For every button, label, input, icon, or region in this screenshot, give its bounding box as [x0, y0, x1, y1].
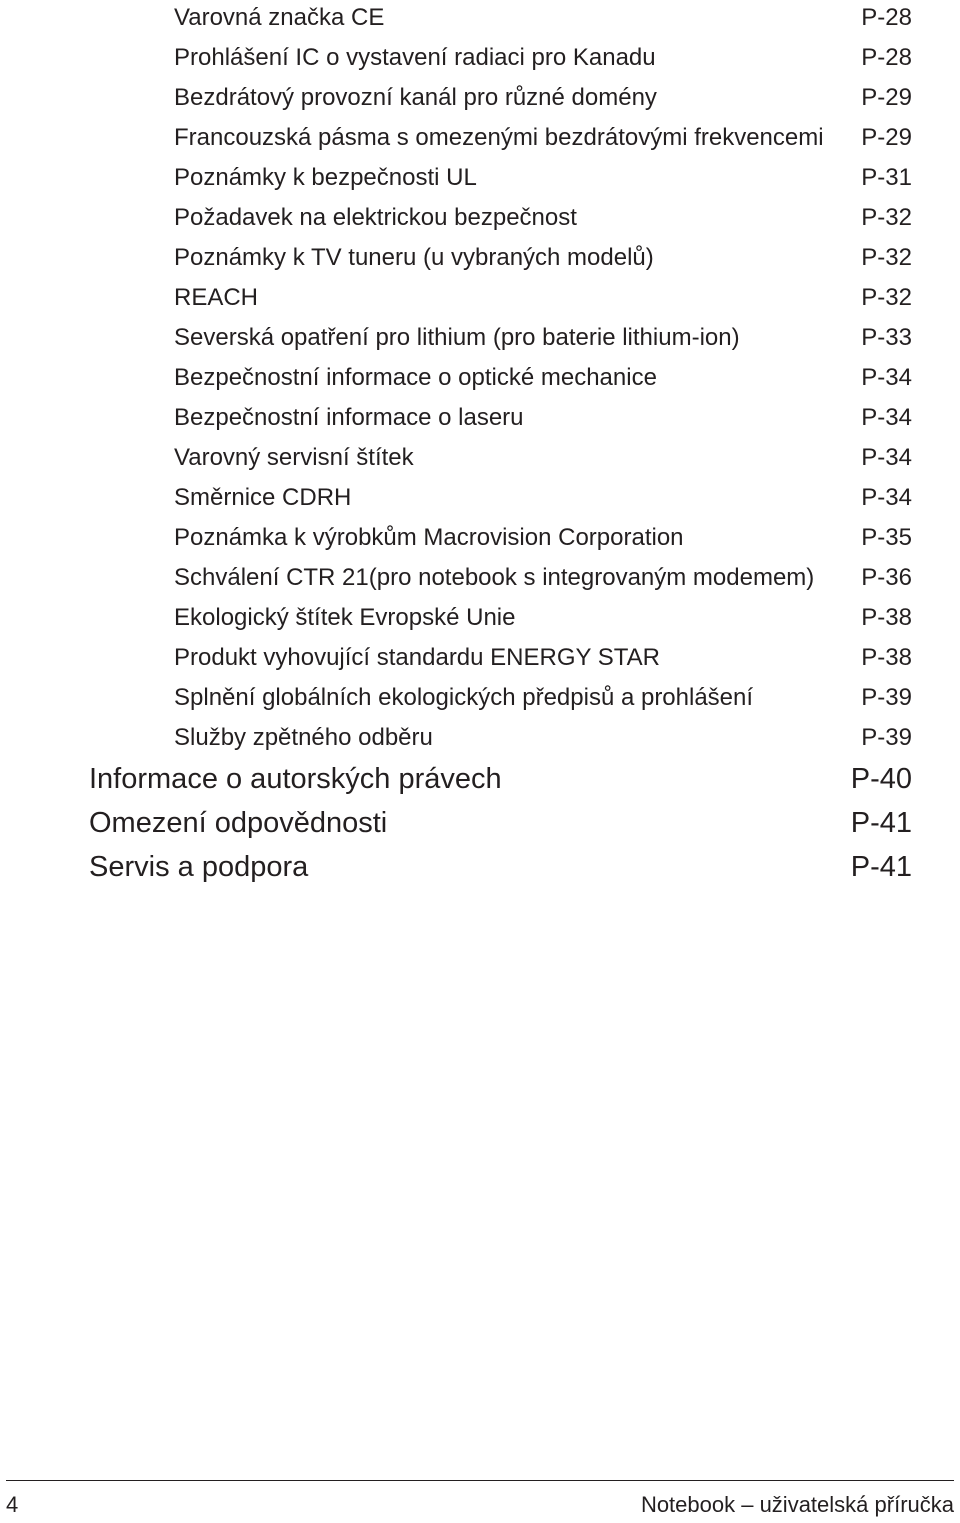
toc-entry[interactable] [174, 642, 912, 674]
toc-entry-page: P-39 [861, 724, 912, 751]
toc-entry[interactable] [174, 242, 912, 274]
toc-entry-title: Směrnice CDRH [174, 484, 352, 511]
toc-entry-page: P-34 [861, 444, 912, 471]
toc-entry-main[interactable] [89, 848, 912, 886]
toc-entry-title: REACH [174, 284, 259, 311]
toc-entry-page: P-39 [861, 684, 912, 711]
toc-entry-title: Požadavek na elektrickou bezpečnost [174, 204, 577, 231]
toc-entry-page: P-34 [861, 404, 912, 431]
toc-entry-page: P-29 [861, 124, 912, 151]
toc-entry-title: Splnění globálních ekologických předpisů a prohlášení [174, 684, 754, 711]
toc-entry[interactable] [174, 82, 912, 114]
toc-entry[interactable] [174, 682, 912, 714]
footer-page-number: 4 [6, 1492, 19, 1517]
toc-entry-title: Omezení odpovědnosti [89, 807, 388, 839]
toc-entry[interactable] [174, 202, 912, 234]
toc-entry-page: P-28 [861, 4, 912, 31]
toc-entry-page: P-29 [861, 84, 912, 111]
toc-entry-title: Ekologický štítek Evropské Unie [174, 604, 516, 631]
toc-entry-title: Bezpečnostní informace o optické mechanice [174, 364, 657, 391]
toc-entry-title: Poznámky k bezpečnosti UL [174, 164, 477, 191]
toc-entry-title: Varovný servisní štítek [174, 444, 414, 471]
toc-entry-title: Bezdrátový provozní kanál pro různé domény [174, 84, 657, 111]
toc-entry[interactable] [174, 122, 912, 154]
toc-entry-title: Servis a podpora [89, 851, 309, 883]
toc-entry-title: Poznámky k TV tuneru (u vybraných modelů) [174, 244, 654, 271]
toc-entry[interactable] [174, 482, 912, 514]
toc-entry-title: Schválení CTR 21(pro notebook s integrovaným modemem) [174, 564, 815, 591]
footer-divider [6, 1480, 954, 1481]
toc-entry[interactable] [174, 402, 912, 434]
toc-entry[interactable] [174, 2, 912, 34]
toc-entry-page: P-33 [861, 324, 912, 351]
toc-entry-page: P-40 [850, 763, 912, 795]
toc-entry-page: P-32 [861, 284, 912, 311]
toc-entry[interactable] [174, 722, 912, 754]
toc-entry[interactable] [174, 362, 912, 394]
toc-entry-title: Francouzská pásma s omezenými bezdrátovými frekvencemi [174, 124, 824, 151]
toc-entry-page: P-38 [861, 604, 912, 631]
toc-entry-page: P-34 [861, 364, 912, 391]
toc-entry-page: P-32 [861, 204, 912, 231]
toc-entry-title: Prohlášení IC o vystavení radiaci pro Kanadu [174, 44, 656, 71]
toc-entry-title: Varovná značka CE [174, 4, 385, 31]
toc-entry-page: P-38 [861, 644, 912, 671]
toc-entry[interactable] [174, 42, 912, 74]
footer-document-title: Notebook – uživatelská příručka [640, 1492, 954, 1517]
toc-entry-main[interactable] [89, 804, 912, 842]
toc-entry-page: P-41 [850, 851, 912, 883]
toc-entry[interactable] [174, 322, 912, 354]
toc-entry-page: P-41 [850, 807, 912, 839]
toc-entry-page: P-35 [861, 524, 912, 551]
toc-entry-title: Poznámka k výrobkům Macrovision Corporation [174, 524, 684, 551]
toc-entry-title: Produkt vyhovující standardu ENERGY STAR [174, 644, 660, 671]
toc-entry-page: P-36 [861, 564, 912, 591]
toc-entry[interactable] [174, 442, 912, 474]
toc-entry-page: P-32 [861, 244, 912, 271]
toc-entry-page: P-34 [861, 484, 912, 511]
toc-entry-title: Informace o autorských právech [89, 763, 502, 795]
toc-entry-page: P-31 [861, 164, 912, 191]
toc-entry[interactable] [174, 282, 912, 314]
toc-entry-title: Severská opatření pro lithium (pro baterie lithium-ion) [174, 324, 740, 351]
toc-entry-title: Služby zpětného odběru [174, 724, 433, 751]
toc-entry[interactable] [174, 562, 912, 594]
toc-entry[interactable] [174, 602, 912, 634]
toc-entry[interactable] [174, 522, 912, 554]
toc-entry-main[interactable] [89, 760, 912, 798]
toc-entry[interactable] [174, 162, 912, 194]
toc-entry-page: P-28 [861, 44, 912, 71]
toc-entry-title: Bezpečnostní informace o laseru [174, 404, 524, 431]
